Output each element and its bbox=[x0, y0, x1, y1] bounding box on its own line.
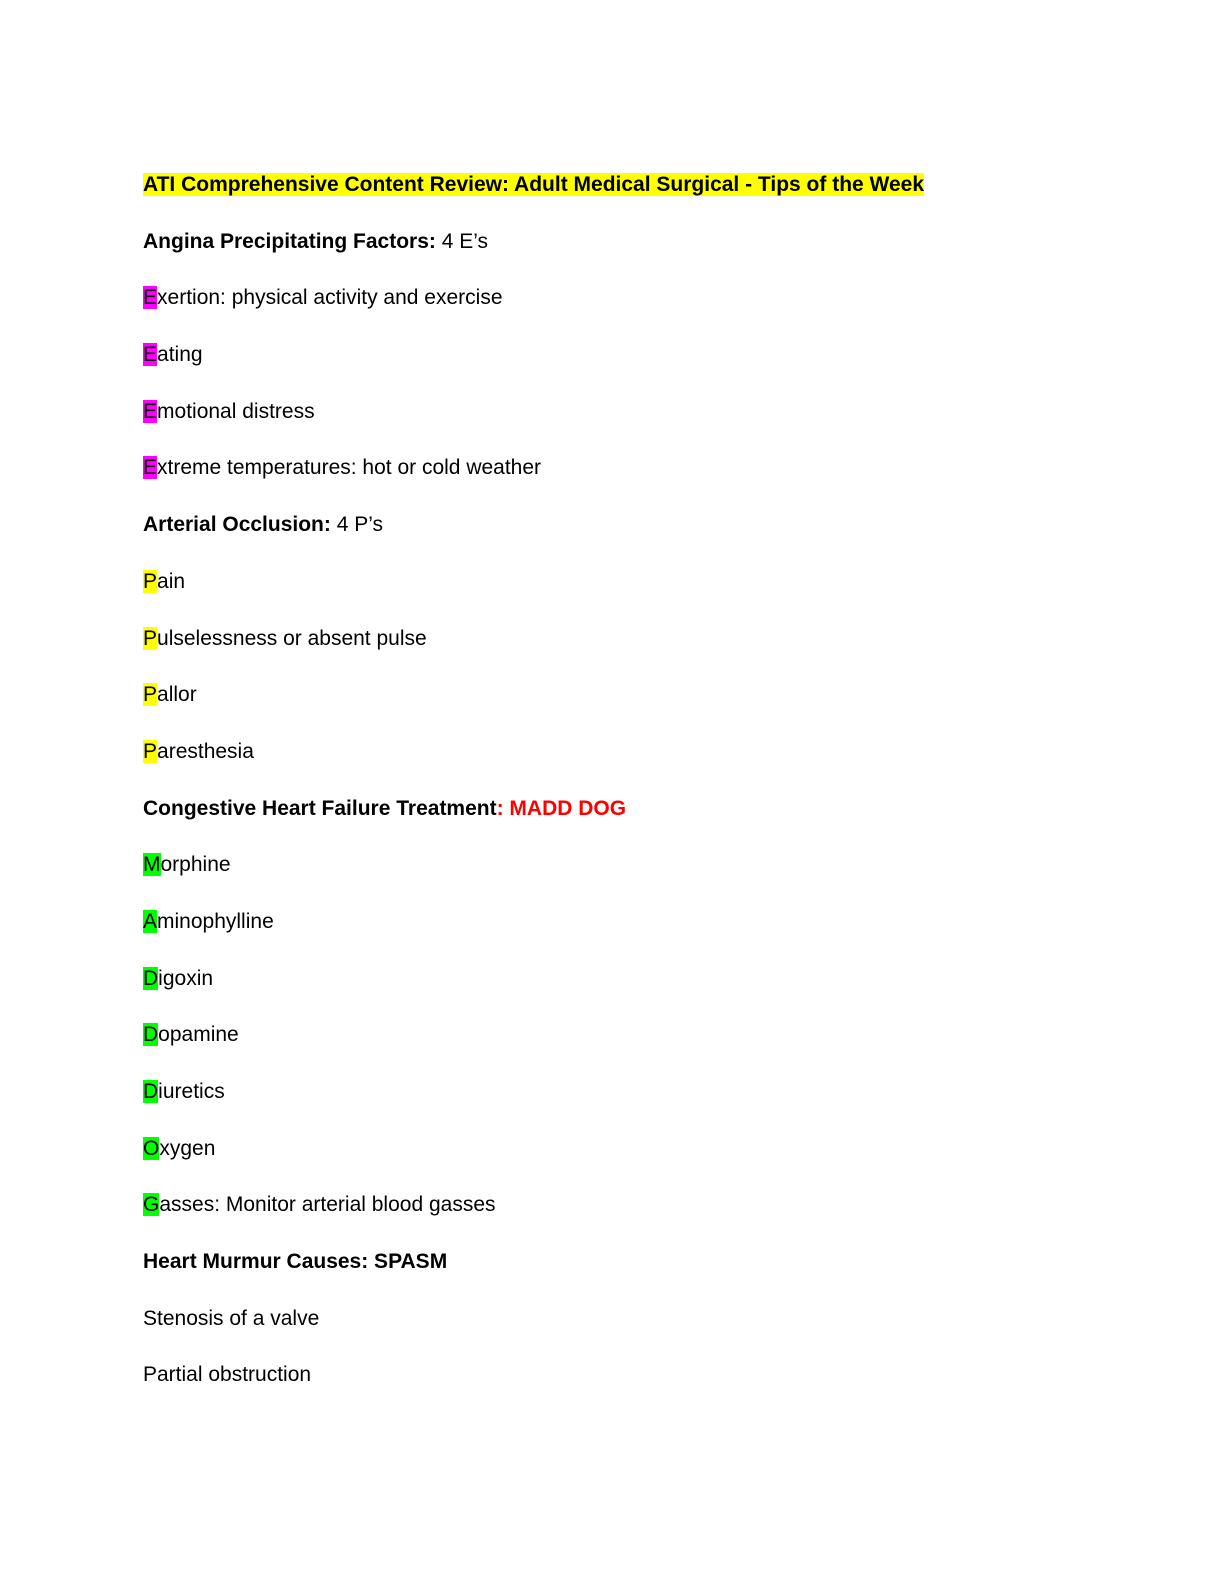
list-item bbox=[143, 622, 1083, 679]
section-heading-suffix: 4 P’s bbox=[330, 513, 384, 537]
mnemonic-letter: P bbox=[143, 626, 158, 650]
list-item bbox=[143, 1358, 1083, 1415]
list-item-text: orphine bbox=[160, 853, 231, 877]
section-heading-suffix: 4 E’s bbox=[435, 229, 489, 253]
list-item bbox=[143, 395, 1083, 452]
list-item bbox=[143, 1018, 1083, 1075]
list-item bbox=[143, 1132, 1083, 1189]
list-item bbox=[143, 1188, 1083, 1245]
mnemonic-letter: E bbox=[143, 343, 158, 367]
mnemonic-letter: P bbox=[143, 569, 158, 593]
section-heading-text: Congestive Heart Failure Treatment bbox=[143, 796, 497, 820]
mnemonic-letter: P bbox=[143, 739, 158, 763]
mnemonic-letter: O bbox=[143, 1136, 160, 1160]
list-item-text: opamine bbox=[158, 1023, 239, 1047]
list-item-text: xygen bbox=[159, 1136, 216, 1160]
list-item bbox=[143, 962, 1083, 1019]
mnemonic-letter: D bbox=[143, 1023, 159, 1047]
list-item-text: minophylline bbox=[157, 909, 274, 933]
list-item-text: Stenosis of a valve bbox=[143, 1306, 320, 1330]
list-item bbox=[143, 1075, 1083, 1132]
list-item-text: igoxin bbox=[158, 966, 214, 990]
list-item-text: allor bbox=[157, 683, 197, 707]
section-heading bbox=[143, 225, 1083, 282]
sections-container bbox=[143, 225, 1083, 1415]
section-heading bbox=[143, 792, 1083, 849]
list-item bbox=[143, 338, 1083, 395]
list-item bbox=[143, 905, 1083, 962]
list-item bbox=[143, 565, 1083, 622]
section-heading bbox=[143, 508, 1083, 565]
mnemonic-letter: D bbox=[143, 1080, 159, 1103]
mnemonic-letter: A bbox=[143, 909, 158, 933]
list-item bbox=[143, 451, 1083, 508]
list-item bbox=[143, 1302, 1083, 1359]
list-item bbox=[143, 678, 1083, 735]
list-item-text: asses: Monitor arterial blood gasses bbox=[159, 1193, 496, 1217]
mnemonic-letter: P bbox=[143, 683, 158, 707]
document-title bbox=[143, 168, 1083, 225]
mnemonic-letter: E bbox=[143, 286, 158, 310]
document-page bbox=[143, 168, 1083, 1415]
list-item-text: aresthesia bbox=[157, 739, 254, 763]
list-item bbox=[143, 848, 1083, 905]
list-item-text: ain bbox=[157, 569, 186, 593]
document-title-text: ATI Comprehensive Content Review: Adult Medical Surgical - Tips of the Week bbox=[143, 173, 925, 196]
list-item-text: xertion: physical activity and exercise bbox=[157, 286, 503, 310]
section-heading-suffix: : MADD DOG bbox=[496, 796, 627, 820]
list-item-text: ating bbox=[157, 343, 203, 367]
list-item-text: iuretics bbox=[158, 1080, 225, 1103]
section-heading-text: Heart Murmur Causes: SPASM bbox=[143, 1250, 448, 1274]
mnemonic-letter: G bbox=[143, 1193, 160, 1217]
section-heading bbox=[143, 1245, 1083, 1302]
section-heading-text: Angina Precipitating Factors: bbox=[143, 229, 436, 253]
list-item bbox=[143, 735, 1083, 792]
list-item-text: motional distress bbox=[157, 399, 315, 423]
list-item-text: xtreme temperatures: hot or cold weather bbox=[157, 456, 542, 480]
mnemonic-letter: M bbox=[143, 853, 161, 877]
mnemonic-letter: E bbox=[143, 399, 158, 423]
mnemonic-letter: D bbox=[143, 966, 159, 990]
list-item-text: ulselessness or absent pulse bbox=[157, 626, 427, 650]
mnemonic-letter: E bbox=[143, 456, 158, 480]
list-item-text: Partial obstruction bbox=[143, 1363, 312, 1387]
list-item bbox=[143, 281, 1083, 338]
section-heading-text: Arterial Occlusion: bbox=[143, 513, 331, 537]
